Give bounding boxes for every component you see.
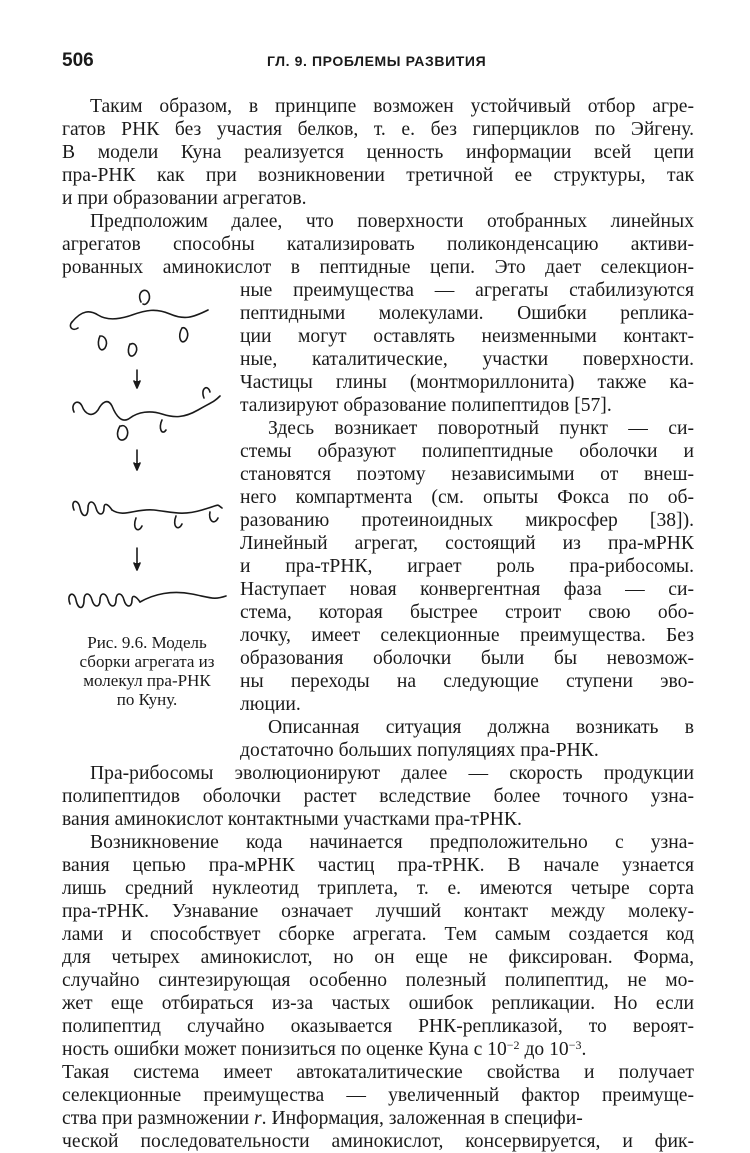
- text-segment: . Информация, заложенная в специфи-: [261, 1108, 583, 1129]
- stage-2-partial-assembly: [73, 388, 220, 440]
- rna-loop: [128, 344, 136, 356]
- tail-chain: [140, 592, 226, 602]
- text-segment: ства при размножении: [62, 1108, 254, 1129]
- text-line: тализируют образование полипептидов [57].: [240, 395, 612, 416]
- text-line: Частицы глины (монтмориллонита) также ка-: [240, 372, 694, 393]
- chain-end-curl: [70, 322, 78, 329]
- coiled-aggregate: [69, 594, 140, 608]
- text-line: В модели Куна реализуется ценность информации всей цепи: [62, 142, 694, 163]
- caption-line: молекул пра-РНК: [83, 671, 211, 690]
- page-number: 506: [62, 50, 94, 71]
- figure-aggregate-assembly: [58, 278, 233, 630]
- text-line: стемы образуют полипептидные оболочки и: [240, 441, 694, 462]
- text-line: жет еще отбираться из-за частых ошибок репликации. Но если: [62, 993, 694, 1014]
- figure-caption: [58, 633, 236, 709]
- text-line: пра-РНК как при возникновении третичной ее структуры, так: [62, 165, 694, 186]
- text-line: Таким образом, в принципе возможен устойчивый отбор агре-: [90, 96, 694, 117]
- rna-loop: [135, 518, 142, 530]
- text-line: лишь средний нуклеотид триплета, т. е. имеются четыре сорта: [62, 878, 694, 899]
- text-line: Наступает новая конвергентная фаза — си-: [240, 579, 694, 600]
- text-line: случайно синтезирующая особенно полезный полипептид, не мо-: [62, 970, 694, 991]
- exponent: −3: [568, 1038, 582, 1052]
- coiled-segment: [73, 501, 112, 515]
- text-line: и пра-тРНК, играет роль пра-рибосомы.: [240, 556, 694, 577]
- text-line: вания аминокислот контактными участками пра-тРНК.: [62, 809, 522, 830]
- stage-3-coiling: [73, 501, 222, 529]
- text-line: для четырех аминокислот, но он еще не фиксирован. Форма,: [62, 947, 694, 968]
- stage-1-free-molecules: [70, 290, 208, 356]
- caption-line: Рис. 9.6. Модель: [87, 633, 207, 652]
- text-line: ные, каталитические, участки поверхности.: [240, 349, 694, 370]
- text-line: него компартмента (см. опыты Фокса по об-: [240, 487, 694, 508]
- rna-loop: [118, 426, 128, 440]
- text-line: становятся поэтому независимыми от внеш-: [240, 464, 694, 485]
- text-line: полипептид случайно оказывается РНК-репликазой, то вероят-: [62, 1016, 694, 1037]
- text-line: и при образовании агрегатов.: [62, 188, 307, 209]
- text-line: пептидными молекулами. Ошибки реплика-: [240, 303, 694, 324]
- text-line: Такая система имеет автокаталитические свойства и получает: [62, 1062, 694, 1083]
- stage-4-coiled-aggregate: [69, 592, 226, 607]
- text-line: достаточно больших популяциях пра-РНК.: [240, 740, 599, 761]
- mrna-chain: [72, 310, 208, 322]
- text-line: Здесь возникает поворотный пункт — си-: [268, 418, 694, 439]
- text-line: Пра-рибосомы эволюционируют далее — скорость продукции: [90, 763, 694, 784]
- text-line: агрегатов способны катализировать поликонденсацию активи-: [62, 234, 694, 255]
- rna-loop: [180, 328, 188, 342]
- growth-factor-symbol: r: [254, 1108, 262, 1129]
- text-line: люции.: [240, 694, 301, 715]
- text-segment: .: [581, 1039, 587, 1060]
- rna-loop: [160, 420, 166, 432]
- rna-loop: [203, 388, 210, 398]
- text-line: пра-тРНК. Узнавание означает лучший контакт между молеку-: [62, 901, 694, 922]
- text-line: гатов РНК без участия белков, т. е. без гиперциклов по Эйгену.: [62, 119, 694, 140]
- rna-loop: [175, 516, 182, 528]
- mrna-chain: [112, 505, 222, 513]
- rna-loop: [210, 512, 218, 522]
- text-line: Описанная ситуация должна возникать в: [268, 717, 694, 738]
- text-line: лами и способствует сборке агрегата. Тем самым создается код: [62, 924, 694, 945]
- text-line: вания цепью пра-мРНК частиц пра-тРНК. В начале узнается: [62, 855, 694, 876]
- mrna-chain: [73, 396, 220, 420]
- caption-line: сборки агрегата из: [79, 652, 215, 671]
- rna-loop: [140, 290, 150, 304]
- arrow-head: [134, 563, 140, 570]
- text-line: ные преимущества — агрегаты стабилизуются: [240, 280, 694, 301]
- text-line-with-symbol: [62, 1108, 583, 1130]
- text-line: образования оболочки были бы невозмож-: [240, 648, 694, 669]
- text-line-with-exponents: [62, 1039, 586, 1061]
- text-segment: ность ошибки может понизиться по оценке Куна с 10: [62, 1039, 507, 1060]
- text-line: Предположим далее, что поверхности отобранных линейных: [90, 211, 694, 232]
- running-head: ГЛ. 9. ПРОБЛЕМЫ РАЗВИТИЯ: [267, 53, 487, 69]
- page-header: [62, 50, 692, 80]
- aggregate-diagram: [58, 278, 233, 630]
- text-segment: до 10: [519, 1039, 569, 1060]
- text-line: ции могут оставлять неизменными контакт-: [240, 326, 694, 347]
- text-line: стема, которая быстрее строит свою обо-: [240, 602, 694, 623]
- text-line: лочку, имеет селекционные преимущества. Без: [240, 625, 694, 646]
- arrow-head: [134, 463, 140, 470]
- text-line: Возникновение кода начинается предположительно с узна-: [90, 832, 694, 853]
- text-line: рованных аминокислот в пептидные цепи. Это дает селекцион-: [62, 257, 694, 278]
- text-line: ческой последовательности аминокислот, консервируется, и фик-: [62, 1131, 694, 1152]
- text-line: полипептидов оболочки растет вследствие более точного узна-: [62, 786, 694, 807]
- text-line: Линейный агрегат, состоящий из пра-мРНК: [240, 533, 694, 554]
- text-line: селекционные преимущества — увеличенный фактор преимуще-: [62, 1085, 694, 1106]
- exponent: −2: [506, 1038, 520, 1052]
- arrow-head: [134, 381, 140, 388]
- text-line: разованию протеиноидных микросфер [38]).: [240, 510, 694, 531]
- text-line: ны переходы на следующие ступени эво-: [240, 671, 694, 692]
- caption-line: по Куну.: [116, 690, 178, 709]
- rna-loop: [98, 336, 106, 350]
